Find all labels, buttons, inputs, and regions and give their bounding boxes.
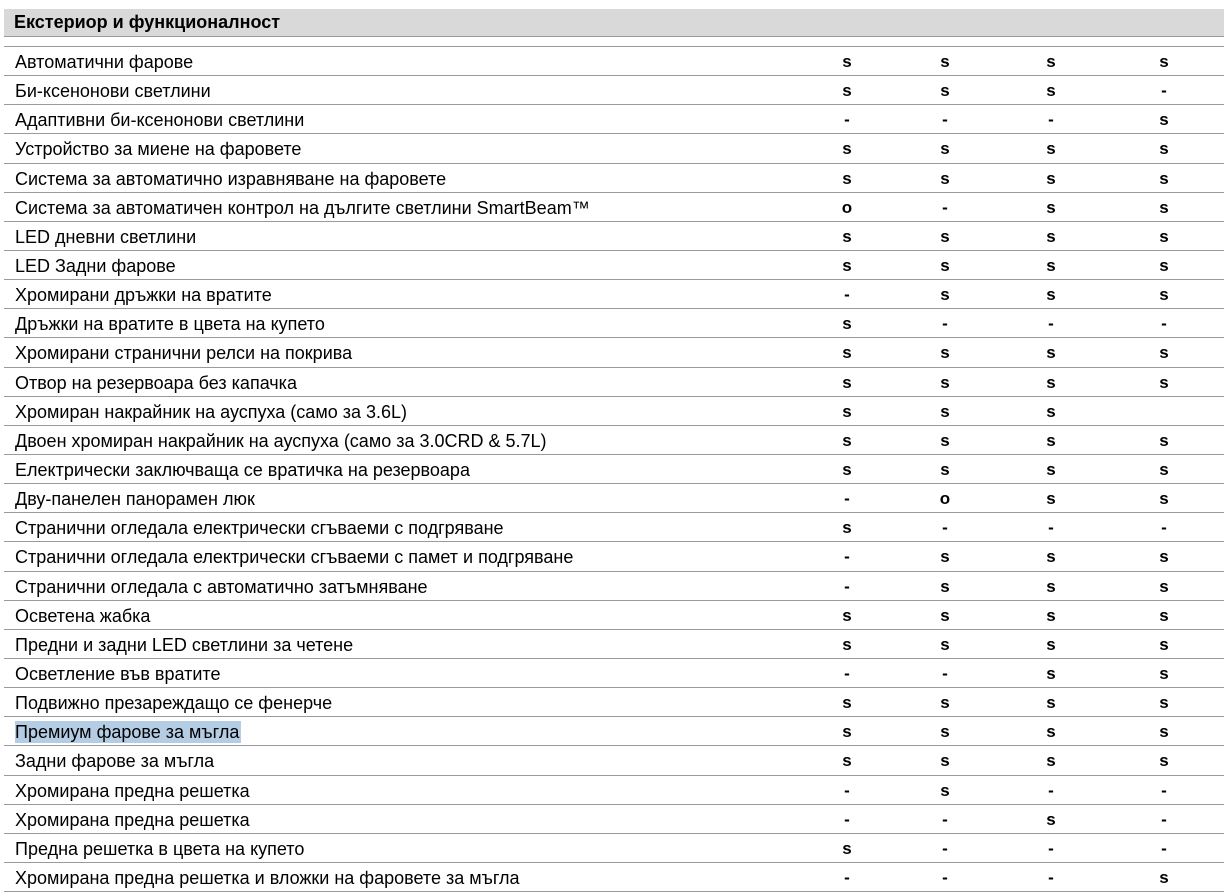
trim-3-availability[interactable]: s [1046,285,1056,305]
trim-2-availability[interactable]: s [940,372,950,392]
table-row[interactable] [4,426,1224,455]
table-row[interactable] [4,397,1224,426]
trim-4-availability[interactable]: - [1161,780,1167,800]
trim-3-availability[interactable]: s [1046,81,1056,101]
trim-4-availability[interactable]: s [1159,226,1169,246]
table-row[interactable] [4,717,1224,746]
trim-1-availability[interactable]: - [844,489,850,509]
trim-4-availability[interactable]: s [1159,634,1169,654]
feature-name[interactable]: Система за автоматичен контрол на дългите светлини SmartBeam™ [15,197,590,218]
feature-name[interactable]: Дръжки на вратите в цвета на купето [15,314,325,335]
table-row[interactable] [4,455,1224,484]
feature-name[interactable]: Автоматични фарове [15,52,194,72]
trim-1-availability[interactable]: s [842,401,852,421]
trim-1-availability[interactable]: s [842,314,852,334]
trim-1-availability[interactable]: s [842,751,852,771]
trim-3-availability[interactable]: s [1046,52,1056,71]
trim-3-availability[interactable]: s [1046,197,1056,217]
trim-4-availability[interactable]: s [1159,693,1169,713]
trim-1-availability[interactable]: - [844,780,850,800]
feature-name[interactable]: Осветена жабка [15,605,151,626]
trim-4-availability[interactable]: s [1159,722,1169,742]
trim-2-availability[interactable]: s [940,751,950,771]
trim-2-availability[interactable]: s [940,81,950,101]
trim-2-availability[interactable]: s [940,722,950,742]
trim-4-availability[interactable]: s [1159,343,1169,363]
table-row[interactable] [4,746,1224,775]
feature-name[interactable]: Хромирана предна решетка и вложки на фаровете за мъгла [15,867,520,888]
trim-2-availability[interactable]: s [940,576,950,596]
spec-sheet [4,9,1224,892]
trim-3-availability[interactable]: s [1046,401,1056,421]
trim-1-availability[interactable]: - [844,547,850,567]
table-row[interactable] [4,659,1224,688]
trim-4-availability[interactable]: s [1159,489,1169,509]
table-row[interactable] [4,572,1224,601]
trim-1-availability[interactable]: s [842,838,852,858]
trim-3-availability[interactable]: s [1046,459,1056,479]
feature-name[interactable]: Осветление във вратите [15,663,221,684]
trim-3-availability[interactable]: s [1046,722,1056,742]
trim-2-availability[interactable]: s [940,52,950,71]
section-title: Екстериор и функционалност [14,12,281,32]
trim-2-availability[interactable]: s [940,634,950,654]
trim-2-availability[interactable]: s [940,459,950,479]
trim-4-availability[interactable]: s [1159,52,1169,71]
feature-name[interactable]: Предни и задни LED светлини за четене [15,634,354,655]
trim-4-availability[interactable]: s [1159,663,1169,683]
table-row[interactable] [4,309,1224,338]
trim-4-availability[interactable]: s [1159,372,1169,392]
trim-2-availability[interactable]: - [942,110,948,130]
table-row[interactable] [4,47,1224,76]
trim-2-availability[interactable]: - [942,314,948,334]
trim-2-availability[interactable]: s [940,343,950,363]
feature-name[interactable]: Отвор на резервоара без капачка [15,372,297,393]
trim-3-availability[interactable]: s [1046,343,1056,363]
trim-3-availability[interactable]: s [1046,605,1056,625]
trim-1-availability[interactable]: s [842,430,852,450]
feature-name[interactable]: Странични огледала електрически сгъваеми с памет и подгряване [15,547,574,568]
trim-3-availability[interactable]: s [1046,547,1056,567]
feature-name[interactable]: Устройство за миене на фаровете [15,139,302,160]
trim-1-availability[interactable]: s [842,139,852,159]
table-row[interactable] [4,688,1224,717]
feature-name[interactable]: LED дневни светлини [15,226,197,247]
trim-1-availability[interactable]: s [842,722,852,742]
trim-1-availability[interactable]: - [844,576,850,596]
feature-name[interactable]: Система за автоматично изравняване на фаровете [15,168,447,189]
trim-1-availability[interactable]: s [842,693,852,713]
trim-3-availability[interactable]: s [1046,168,1056,188]
trim-2-availability[interactable]: - [942,663,948,683]
table-row[interactable] [4,776,1224,805]
trim-1-availability[interactable]: s [842,52,852,71]
trim-1-availability[interactable]: s [842,168,852,188]
table-row[interactable] [4,280,1224,309]
table-row[interactable] [4,134,1224,163]
trim-1-availability[interactable]: - [844,663,850,683]
table-row[interactable] [4,834,1224,863]
trim-2-availability[interactable]: s [940,605,950,625]
trim-3-availability[interactable]: s [1046,693,1056,713]
trim-3-availability[interactable]: s [1046,430,1056,450]
table-row[interactable] [4,251,1224,280]
trim-1-availability[interactable]: s [842,634,852,654]
trim-3-availability[interactable]: - [1048,867,1054,887]
trim-3-availability[interactable]: s [1046,139,1056,159]
table-row[interactable] [4,805,1224,834]
trim-2-availability[interactable]: s [940,139,950,159]
table-row[interactable] [4,338,1224,367]
trim-2-availability[interactable]: s [940,430,950,450]
feature-table [4,47,1224,892]
trim-2-availability[interactable]: s [940,693,950,713]
trim-3-availability[interactable]: s [1046,809,1056,829]
feature-name[interactable]: Странични огледала електрически сгъваеми с подгряване [15,518,504,539]
trim-3-availability[interactable]: s [1046,634,1056,654]
trim-3-availability[interactable]: s [1046,576,1056,596]
trim-4-availability[interactable]: s [1159,605,1169,625]
feature-name[interactable]: Адаптивни би-ксенонови светлини [15,110,305,131]
table-row[interactable] [4,484,1224,513]
trim-3-availability[interactable]: s [1046,663,1056,683]
table-row[interactable] [4,630,1224,659]
trim-4-availability[interactable]: s [1159,751,1169,771]
feature-name[interactable]: Задни фарове за мъгла [15,751,215,772]
trim-3-availability[interactable]: s [1046,255,1056,275]
trim-2-availability[interactable]: s [940,255,950,275]
feature-name[interactable]: Хромирана предна решетка [15,809,250,830]
trim-2-availability[interactable]: - [942,838,948,858]
trim-3-availability[interactable]: s [1046,372,1056,392]
feature-name[interactable]: Предна решетка в цвета на купето [15,838,305,859]
header-spacer-row [4,37,1224,47]
trim-3-availability[interactable]: - [1048,110,1054,130]
trim-4-availability[interactable]: - [1161,518,1167,538]
trim-4-availability[interactable]: s [1159,255,1169,275]
trim-3-availability[interactable]: s [1046,489,1056,509]
trim-2-availability[interactable]: s [940,226,950,246]
feature-name[interactable]: LED Задни фарове [15,255,176,276]
trim-1-availability[interactable]: s [842,459,852,479]
feature-name[interactable]: Дву-панелен панорамен люк [15,489,255,510]
trim-2-availability[interactable]: - [942,518,948,538]
feature-name[interactable]: Подвижно презареждащо се фенерче [15,693,333,714]
trim-2-availability[interactable]: o [939,489,951,509]
trim-2-availability[interactable]: s [940,168,950,188]
trim-3-availability[interactable]: - [1048,314,1054,334]
trim-1-availability[interactable]: - [844,867,850,887]
trim-4-availability[interactable]: s [1159,576,1169,596]
trim-4-availability[interactable]: s [1159,547,1169,567]
trim-3-availability[interactable]: s [1046,226,1056,246]
trim-1-availability[interactable]: - [844,285,850,305]
trim-4-availability[interactable]: - [1161,81,1167,101]
trim-3-availability[interactable]: s [1046,751,1056,771]
feature-name[interactable]: Хромиран накрайник на ауспуха (само за 3.6L) [15,401,407,422]
trim-2-availability[interactable]: s [940,285,950,305]
feature-name[interactable]: Странични огледала с автоматично затъмняване [15,576,428,597]
trim-1-availability[interactable]: - [844,110,850,130]
trim-1-availability[interactable]: o [841,197,853,217]
table-row[interactable] [4,76,1224,105]
trim-4-availability[interactable]: - [1161,809,1167,829]
trim-3-availability[interactable]: - [1048,780,1054,800]
trim-1-availability[interactable]: s [842,226,852,246]
feature-name[interactable]: Хромирани странични релси на покрива [15,343,353,364]
trim-1-availability[interactable]: s [842,605,852,625]
trim-1-availability[interactable]: s [842,255,852,275]
trim-1-availability[interactable]: s [842,518,852,538]
feature-name[interactable]: Двоен хромиран накрайник на ауспуха (само за 3.0CRD & 5.7L) [15,430,547,451]
trim-2-availability[interactable]: - [942,809,948,829]
trim-1-availability[interactable]: s [842,343,852,363]
table-row[interactable] [4,193,1224,222]
trim-2-availability[interactable]: s [940,780,950,800]
feature-name[interactable]: Хромирани дръжки на вратите [15,285,272,306]
table-row[interactable] [4,601,1224,630]
table-row[interactable] [4,863,1224,892]
trim-4-availability[interactable]: s [1159,430,1169,450]
trim-2-availability[interactable]: - [942,197,948,217]
trim-4-availability[interactable]: - [1161,314,1167,334]
trim-4-availability[interactable]: s [1159,867,1169,887]
trim-2-availability[interactable]: - [942,867,948,887]
trim-1-availability[interactable]: s [842,372,852,392]
feature-name[interactable]: Би-ксенонови светлини [15,81,211,102]
feature-name-selected[interactable]: Премиум фарове за мъгла [15,722,240,743]
trim-4-availability[interactable]: s [1159,197,1169,217]
table-row[interactable] [4,542,1224,571]
trim-4-availability[interactable]: s [1159,139,1169,159]
trim-1-availability[interactable]: s [842,81,852,101]
trim-1-availability[interactable]: - [844,809,850,829]
trim-4-availability[interactable]: s [1159,168,1169,188]
table-row[interactable] [4,164,1224,193]
feature-name[interactable]: Електрически заключваща се вратичка на резервоара [15,459,470,480]
table-row[interactable] [4,105,1224,134]
trim-4-availability[interactable]: - [1161,838,1167,858]
table-row[interactable] [4,222,1224,251]
table-row[interactable] [4,368,1224,397]
trim-2-availability[interactable]: s [940,401,950,421]
trim-3-availability[interactable]: - [1048,838,1054,858]
table-row[interactable] [4,513,1224,542]
trim-2-availability[interactable]: s [940,547,950,567]
trim-4-availability[interactable]: s [1159,110,1169,130]
trim-3-availability[interactable]: - [1048,518,1054,538]
trim-4-availability[interactable]: s [1159,285,1169,305]
feature-name[interactable]: Хромирана предна решетка [15,780,250,801]
section-header[interactable] [4,9,1224,37]
trim-4-availability[interactable]: s [1159,459,1169,479]
